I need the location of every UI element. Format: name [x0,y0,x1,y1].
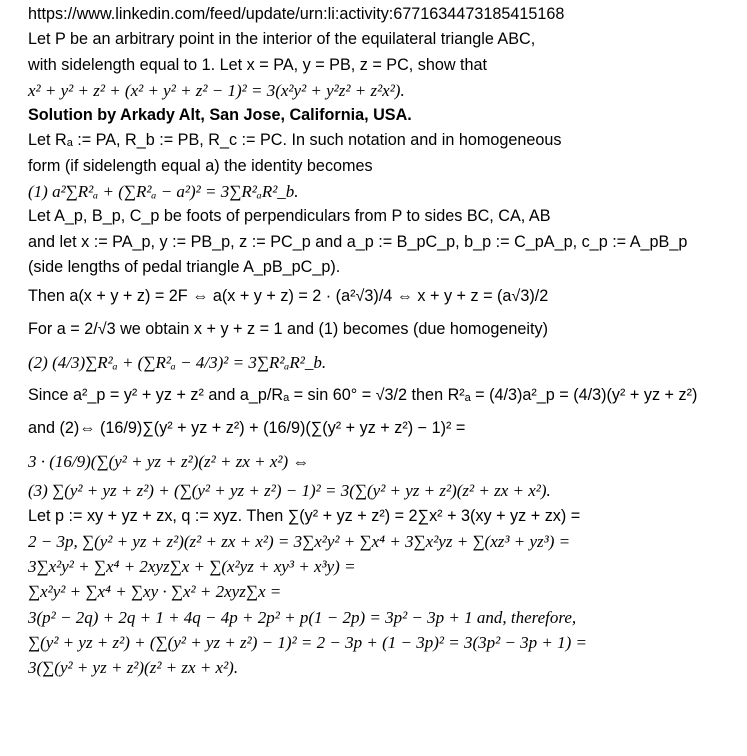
expansion-line-1: 2 − 3p, ∑(y² + yz + z²)(z² + zx + x²) = 3∑x²y² + ∑x⁴ + 3∑x²yz + ∑(xz³ + yz³) = [28,531,571,551]
pedal-definition-line-2: and let x := PA_p, y := PB_p, z := PC_p and a_p := B_pC_p, b_p := C_pA_p, c_p := A_pB_p [28,232,688,251]
expansion-line-4: 3(p² − 2q) + 2q + 1 + 4q − 4p + 2p² + p(1 − 2p) = 3p² − 3p + 1 and, therefore, [28,607,577,627]
equivalence-line-2: 3 · (16/9)(∑(y² + yz + z²)(z² + zx + x²) ⇔ [28,452,310,472]
problem-statement-line-2: with sidelength equal to 1. Let x = PA, y = PB, z = PC, show that [28,55,488,74]
identity-3: (3) ∑(y² + yz + z²) + (∑(y² + yz + z²) − 1)² = 3(∑(y² + yz + z²)(z² + zx + x²). [28,481,551,501]
notation-line-1: Let Rₐ := PA, R_b := PB, R_c := PC. In such notation and in homogeneous [28,131,562,150]
law-of-cosines-line: Since a²_p = y² + yz + z² and a_p/Rₐ = sin 60° = √3/2 then R²ₐ = (4/3)a²_p = (4/3)(y² + yz + z²) [28,386,698,405]
symmetric-substitution-line: Let p := xy + yz + zx, q := xyz. Then ∑(y² + yz + z²) = 2∑x² + 3(xy + yz + zx) = [28,506,581,525]
area-relation: Then a(x + y + z) = 2F ⇔ a(x + y + z) = 2 · (a²√3)/4 ⇔ x + y + z = (a√3)/2 [28,287,549,306]
pedal-definition-line-3: (side lengths of pedal triangle A_pB_pC_p). [28,257,341,276]
solution-heading: Solution by Arkady Alt, San Jose, California, USA. [28,106,412,125]
equivalence-line-1: and (2)⇔ (16/9)∑(y² + yz + z²) + (16/9)(∑(y² + yz + z²) − 1)² = [28,419,466,438]
pedal-definition-line-1: Let A_p, B_p, C_p be foots of perpendiculars from P to sides BC, CA, AB [28,207,551,226]
notation-line-2: form (if sidelength equal a) the identity becomes [28,156,373,175]
solution-document [28,2,738,681]
conclusion-line-2: 3(∑(y² + yz + z²)(z² + zx + x²). [28,658,239,678]
identity-1: (1) a²∑R²ₐ + (∑R²ₐ − a²)² = 3∑R²ₐR²_b. [28,182,299,202]
identity-2: (2) (4/3)∑R²ₐ + (∑R²ₐ − 4/3)² = 3∑R²ₐR²_b. [28,353,327,373]
expansion-line-2: 3∑x²y² + ∑x⁴ + 2xyz∑x + ∑(x²yz + xy³ + x³y) = [28,557,356,577]
expansion-line-3: ∑x²y² + ∑x⁴ + ∑xy · ∑x² + 2xyz∑x = [28,582,282,602]
problem-identity: x² + y² + z² + (x² + y² + z² − 1)² = 3(x²y² + y²z² + z²x²). [28,80,405,100]
normalization-line: For a = 2/√3 we obtain x + y + z = 1 and (1) becomes (due homogeneity) [28,320,548,339]
problem-statement-line-1: Let P be an arbitrary point in the interior of the equilateral triangle ABC, [28,30,536,49]
conclusion-line-1: ∑(y² + yz + z²) + (∑(y² + yz + z²) − 1)² = 2 − 3p + (1 − 3p)² = 3(3p² − 3p + 1) = [28,633,588,653]
source-url: https://www.linkedin.com/feed/update/urn:li:activity:6771634473185415168 [28,5,565,23]
